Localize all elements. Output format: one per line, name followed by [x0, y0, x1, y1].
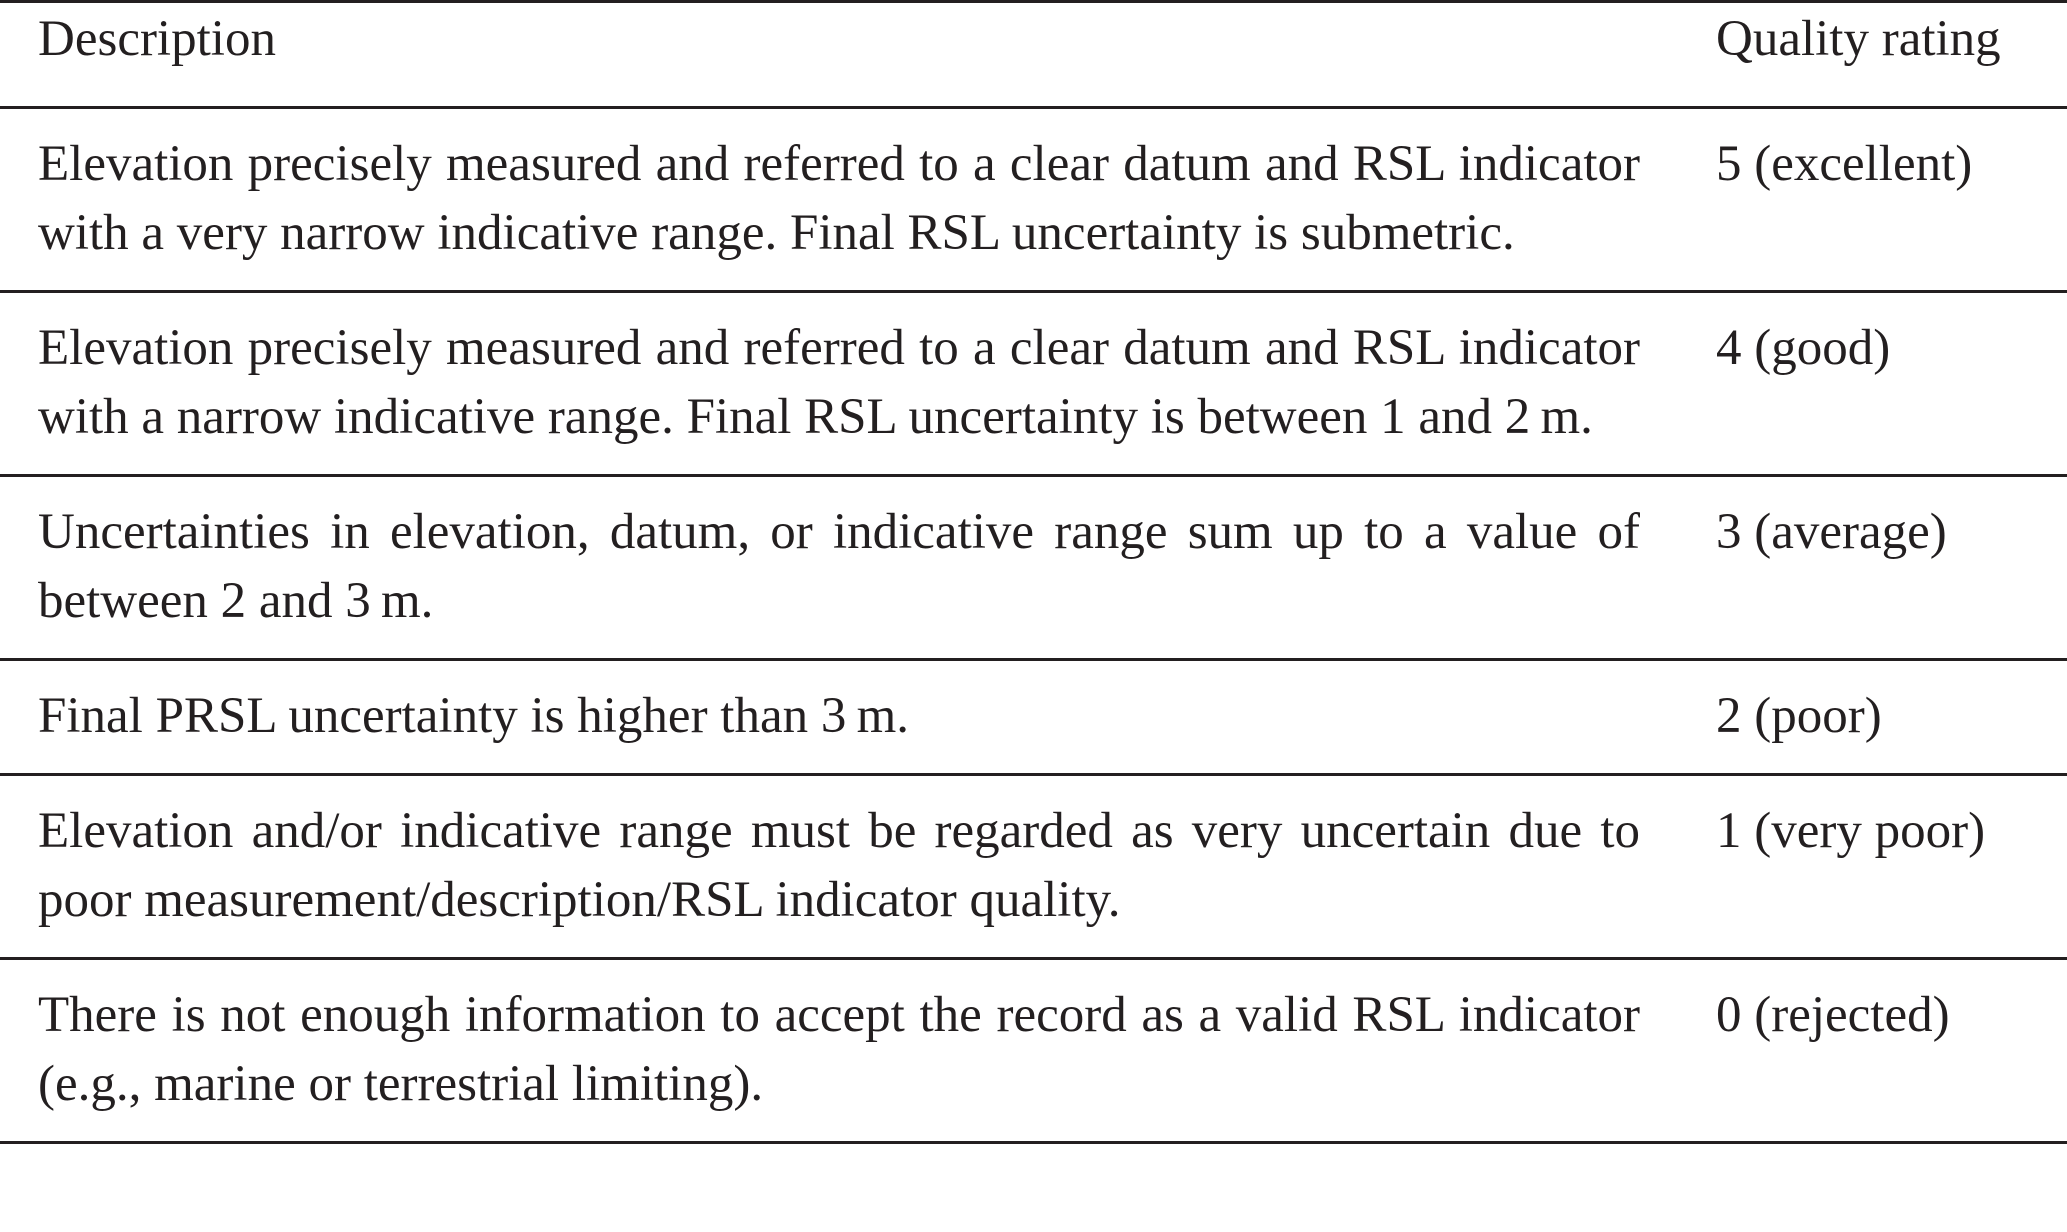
row-quality-rating: 3 (average) — [1716, 504, 1947, 560]
row-description: Elevation precisely measured and referred to a clear datum and RSL indicator with a narrow indicative range. Final RSL uncertainty is between 1 and 2 m. — [38, 320, 1640, 445]
row-description: Elevation precisely measured and referred to a clear datum and RSL indicator with a very narrow indicative range. Final RSL uncertainty is submetric. — [38, 136, 1640, 261]
row-description: Final PRSL uncertainty is higher than 3 m. — [38, 688, 909, 744]
row-quality-rating: 0 (rejected) — [1716, 987, 1950, 1043]
row-quality-rating: 2 (poor) — [1716, 688, 1882, 744]
row-quality-rating: 5 (excellent) — [1716, 136, 1973, 192]
row-description: Uncertainties in elevation, datum, or indicative range sum up to a value of between 2 and 3 m. — [38, 504, 1640, 629]
table-row — [0, 775, 2067, 959]
table-row — [0, 292, 2067, 476]
table-row — [0, 476, 2067, 660]
table-header-row — [0, 2, 2067, 108]
table-row — [0, 959, 2067, 1143]
table-row — [0, 660, 2067, 775]
quality-rating-column-header: Quality rating — [1716, 11, 2001, 67]
row-quality-rating: 1 (very poor) — [1716, 803, 1986, 859]
row-description: There is not enough information to accept the record as a valid RSL indicator (e.g., marine or terrestrial limiting). — [38, 987, 1640, 1112]
table-row — [0, 108, 2067, 292]
row-quality-rating: 4 (good) — [1716, 320, 1891, 376]
description-column-header: Description — [38, 11, 276, 67]
row-description: Elevation and/or indicative range must be regarded as very uncertain due to poor measurement/description/RSL indicator quality. — [38, 803, 1640, 928]
